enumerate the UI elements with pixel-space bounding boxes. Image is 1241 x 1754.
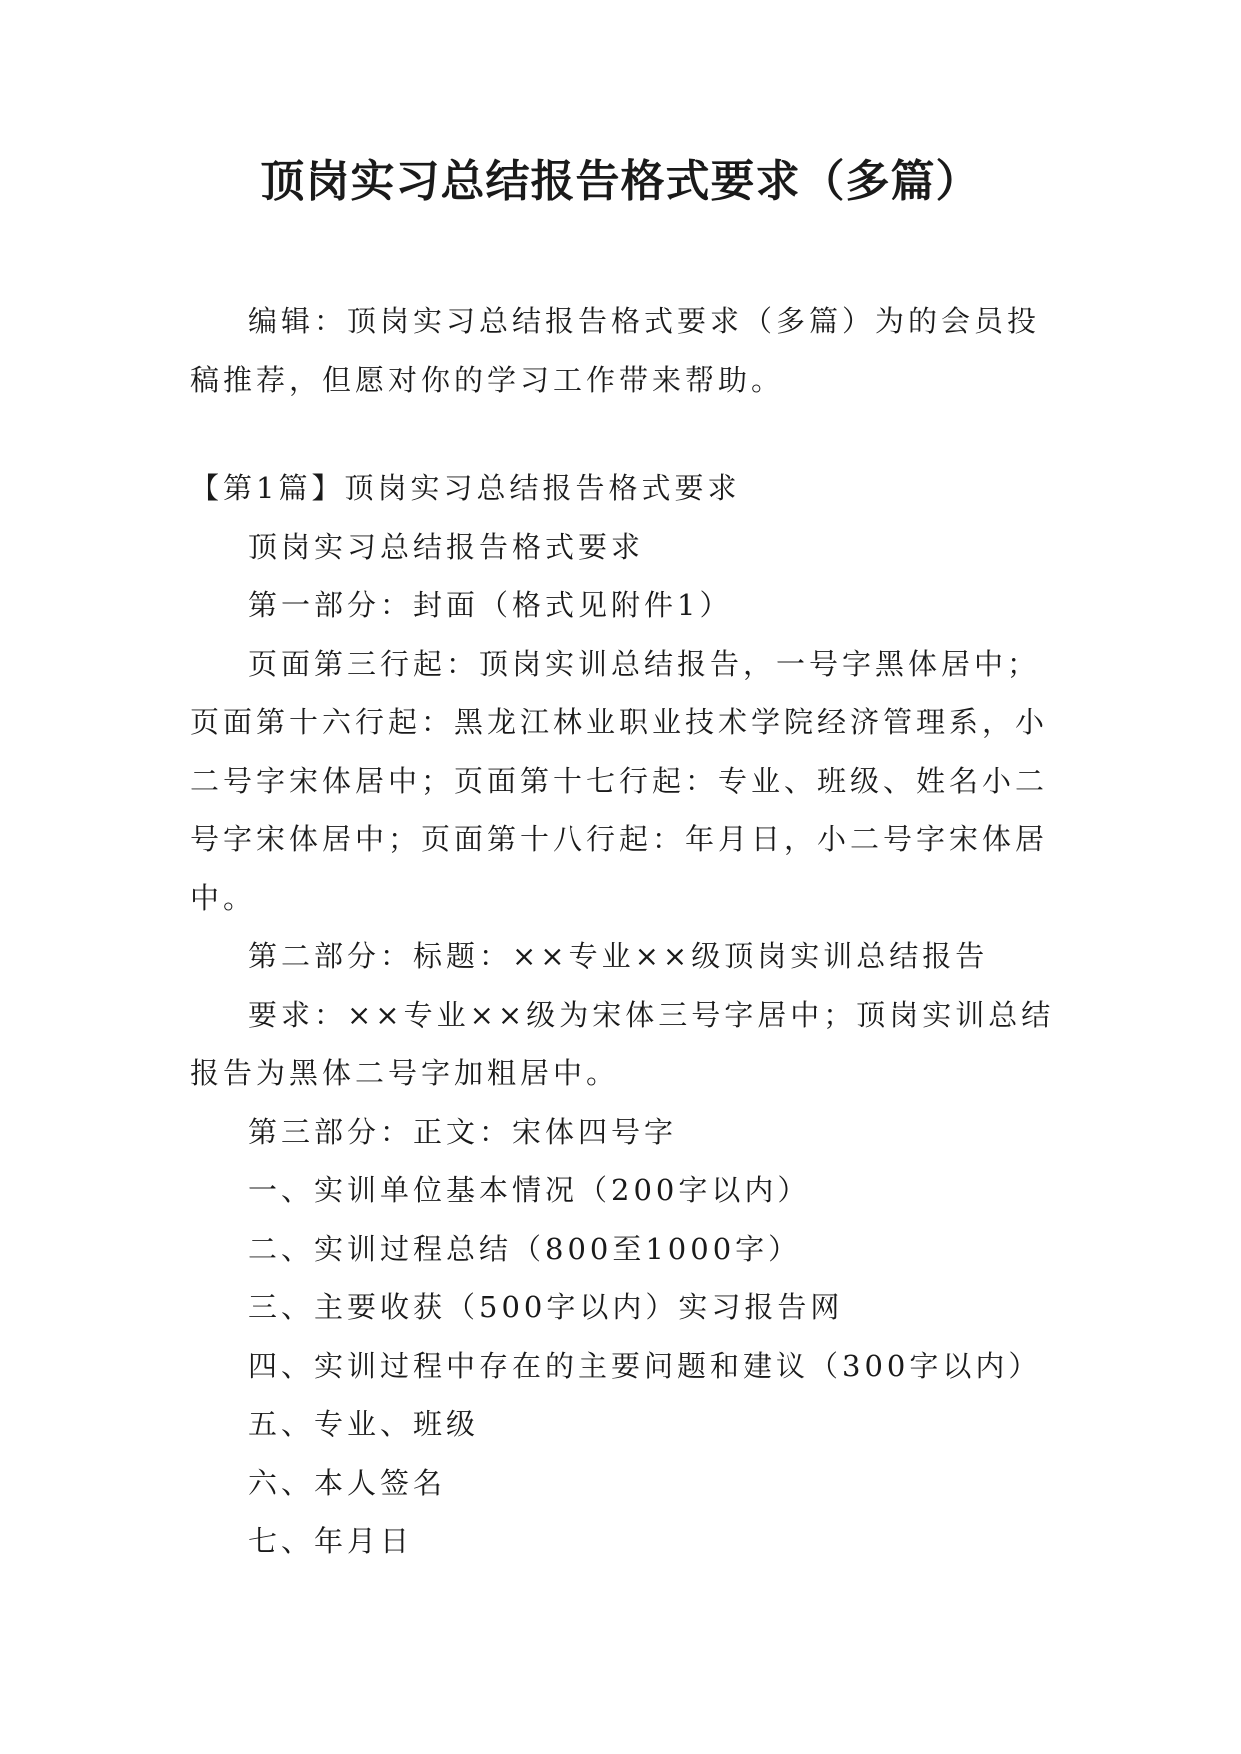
paragraph-part-one: 第一部分：封面（格式见附件1） <box>248 588 733 622</box>
list-item: 七、年月日 <box>248 1524 414 1558</box>
section-spacer <box>190 409 1056 459</box>
list-item: 二、实训过程总结（800至1000字） <box>248 1231 802 1266</box>
list-item: 一、实训单位基本情况（200字以内） <box>248 1173 811 1207</box>
paragraph-part-three: 第三部分：正文：宋体四号字 <box>248 1114 678 1149</box>
list-item: 五、专业、班级 <box>248 1407 480 1441</box>
list-item: 六、本人签名 <box>248 1465 447 1500</box>
list-item: 四、实训过程中存在的主要问题和建议（300字以内） <box>248 1348 1042 1383</box>
intro-paragraph: 编辑：顶岗实习总结报告格式要求（多篇）为的会员投稿推荐，但愿对你的学习工作带来帮助。 <box>190 304 1041 397</box>
paragraph-part-two: 第二部分：标题：××专业××级顶岗实训总结报告 <box>248 939 989 973</box>
section-heading: 【第1篇】顶岗实习总结报告格式要求 <box>190 471 741 505</box>
list-item: 三、主要收获（500字以内）实习报告网 <box>248 1290 844 1324</box>
paragraph-subtitle: 顶岗实习总结报告格式要求 <box>248 529 645 564</box>
paragraph-cover-requirements: 页面第三行起：顶岗实训总结报告，一号字黑体居中；页面第十六行起：黑龙江林业职业技术学院经济管理系，小二号字宋体居中；页面第十七行起：专业、班级、姓名小二号字宋体居中；页面第十八行起：年月日，小二号字宋体居中。 <box>190 646 1049 915</box>
paragraph-title-requirements: 要求：××专业××级为宋体三号字居中；顶岗实训总结报告为黑体二号字加粗居中。 <box>190 997 1055 1090</box>
document-body <box>190 292 1056 1571</box>
document-title: 顶岗实习总结报告格式要求（多篇） <box>260 156 981 207</box>
